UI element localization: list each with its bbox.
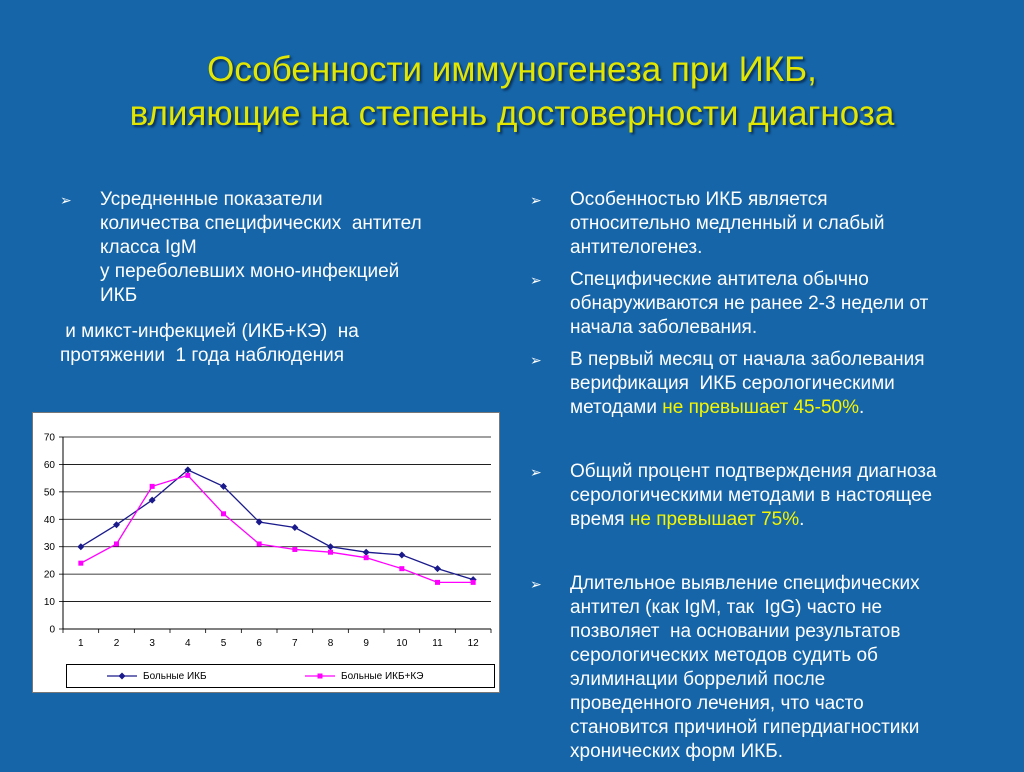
bullet-line: начала заболевания. bbox=[570, 317, 758, 338]
x-tick-label: 7 bbox=[292, 638, 298, 649]
legend-label: Больные ИКБ bbox=[143, 670, 207, 682]
right-bullet-1 bbox=[530, 188, 1010, 260]
legend-line-diamond-icon bbox=[107, 671, 137, 681]
left-line: ИКБ bbox=[100, 285, 138, 306]
data-point-series-2 bbox=[399, 566, 404, 571]
legend-label: Больные ИКБ+КЭ bbox=[341, 670, 424, 682]
data-point-series-2 bbox=[471, 580, 476, 585]
left-extra-line: и микст-инфекцией (ИКБ+КЭ) на bbox=[60, 321, 359, 342]
title-line-2: влияющие на степень достоверности диагноза bbox=[129, 94, 895, 133]
left-line: Усредненные показатели bbox=[100, 189, 323, 210]
bullet-line: Длительное выявление специфических bbox=[570, 573, 920, 594]
bullet-line: В первый месяц от начала заболевания bbox=[570, 349, 925, 370]
highlight-text: не превышает 75% bbox=[629, 509, 800, 530]
bullet-line: позволяет на основании результатов bbox=[570, 621, 901, 642]
right-bullet-3 bbox=[530, 348, 1010, 420]
y-tick-label: 0 bbox=[49, 624, 55, 636]
x-tick-label: 8 bbox=[327, 638, 334, 649]
bullet-line: относительно медленный и слабый bbox=[570, 213, 885, 234]
x-tick-label: 6 bbox=[256, 638, 262, 649]
y-tick-label: 40 bbox=[43, 514, 55, 526]
data-point-series-2 bbox=[364, 555, 369, 560]
arrow-bullet-icon: ➢ bbox=[60, 192, 72, 208]
arrow-bullet-icon: ➢ bbox=[530, 192, 542, 208]
arrow-bullet-icon: ➢ bbox=[530, 464, 542, 480]
bullet-line: обнаруживаются не ранее 2-3 недели от bbox=[570, 293, 929, 314]
bullet-line: серологических методов судить об bbox=[570, 645, 878, 666]
left-extra-line: протяжении 1 года наблюдения bbox=[60, 345, 345, 366]
y-tick-label: 20 bbox=[43, 569, 55, 581]
right-bullet-2 bbox=[530, 268, 1010, 340]
x-tick-label: 2 bbox=[113, 638, 120, 649]
left-extra-text bbox=[60, 320, 500, 368]
legend-item-series-1 bbox=[107, 669, 207, 683]
data-point-series-2 bbox=[221, 511, 226, 516]
slide-title bbox=[0, 48, 1024, 136]
data-point-series-1 bbox=[434, 565, 441, 572]
y-tick-label: 30 bbox=[43, 542, 55, 554]
left-line: количества специфических антител bbox=[100, 213, 422, 234]
legend-item-series-2 bbox=[305, 669, 423, 683]
arrow-bullet-icon: ➢ bbox=[530, 576, 542, 592]
left-text-block bbox=[60, 188, 500, 368]
bullet-line: Общий процент подтверждения диагноза bbox=[570, 461, 937, 482]
data-point-series-2 bbox=[78, 561, 83, 566]
bullet-line: элиминации боррелий после bbox=[570, 669, 826, 690]
series-line-2 bbox=[81, 475, 473, 582]
series-line-1 bbox=[81, 470, 473, 580]
data-point-series-1 bbox=[77, 543, 84, 550]
x-tick-label: 3 bbox=[149, 638, 155, 649]
x-tick-label: 4 bbox=[185, 638, 191, 649]
bullet-line: антителогенез. bbox=[570, 237, 703, 258]
bullet-line-last bbox=[570, 508, 1010, 532]
y-tick-label: 60 bbox=[43, 459, 55, 471]
data-point-series-2 bbox=[257, 541, 262, 546]
data-point-series-2 bbox=[328, 550, 333, 555]
chart-container bbox=[32, 412, 500, 693]
data-point-series-1 bbox=[398, 551, 405, 558]
data-point-series-1 bbox=[363, 549, 370, 556]
bullet-line: Специфические антитела обычно bbox=[570, 269, 869, 290]
data-point-series-2 bbox=[185, 473, 190, 478]
right-bullet-4 bbox=[530, 460, 1010, 532]
left-bullet bbox=[60, 188, 500, 308]
line-chart bbox=[33, 413, 499, 692]
right-text-block bbox=[530, 188, 1010, 772]
data-point-series-2 bbox=[292, 547, 297, 552]
data-point-series-2 bbox=[114, 541, 119, 546]
left-line: у переболевших моно-инфекцией bbox=[100, 261, 400, 282]
x-tick-label: 9 bbox=[363, 638, 369, 649]
data-point-series-1 bbox=[327, 543, 334, 550]
title-line-1: Особенности иммуногенеза при ИКБ, bbox=[207, 50, 817, 89]
data-point-series-2 bbox=[150, 484, 155, 489]
data-point-series-2 bbox=[435, 580, 440, 585]
line-prefix: методами bbox=[570, 397, 663, 418]
data-point-series-1 bbox=[291, 524, 298, 531]
bullet-line: Особенностью ИКБ является bbox=[570, 189, 828, 210]
x-tick-label: 5 bbox=[220, 638, 227, 649]
bullet-line: хронических форм ИКБ. bbox=[570, 741, 783, 762]
y-tick-label: 50 bbox=[43, 487, 55, 499]
right-bullet-5 bbox=[530, 572, 1010, 764]
line-prefix: время bbox=[570, 509, 630, 530]
line-tail: . bbox=[799, 509, 805, 530]
bullet-line: проведенного лечения, что часто bbox=[570, 693, 864, 714]
bullet-line: становится причиной гипердиагностики bbox=[570, 717, 920, 738]
left-line: класса IgM bbox=[100, 237, 197, 258]
y-tick-label: 10 bbox=[43, 597, 55, 609]
arrow-bullet-icon: ➢ bbox=[530, 352, 542, 368]
legend-line-square-icon bbox=[305, 671, 335, 681]
x-tick-label: 11 bbox=[432, 638, 443, 649]
line-tail: . bbox=[858, 397, 865, 418]
x-tick-label: 12 bbox=[467, 638, 479, 649]
bullet-line-last bbox=[570, 396, 1010, 420]
bullet-line: серологическими методами в настоящее bbox=[570, 485, 933, 506]
bullet-line: верификация ИКБ серологическими bbox=[570, 373, 895, 394]
x-tick-label: 1 bbox=[78, 638, 84, 649]
arrow-bullet-icon: ➢ bbox=[530, 272, 542, 288]
y-tick-label: 70 bbox=[43, 432, 55, 444]
chart-legend bbox=[66, 664, 495, 688]
x-tick-label: 10 bbox=[396, 638, 408, 649]
highlight-text: не превышает 45-50% bbox=[662, 397, 859, 418]
bullet-line: антител (как IgM, так IgG) часто не bbox=[570, 597, 883, 618]
